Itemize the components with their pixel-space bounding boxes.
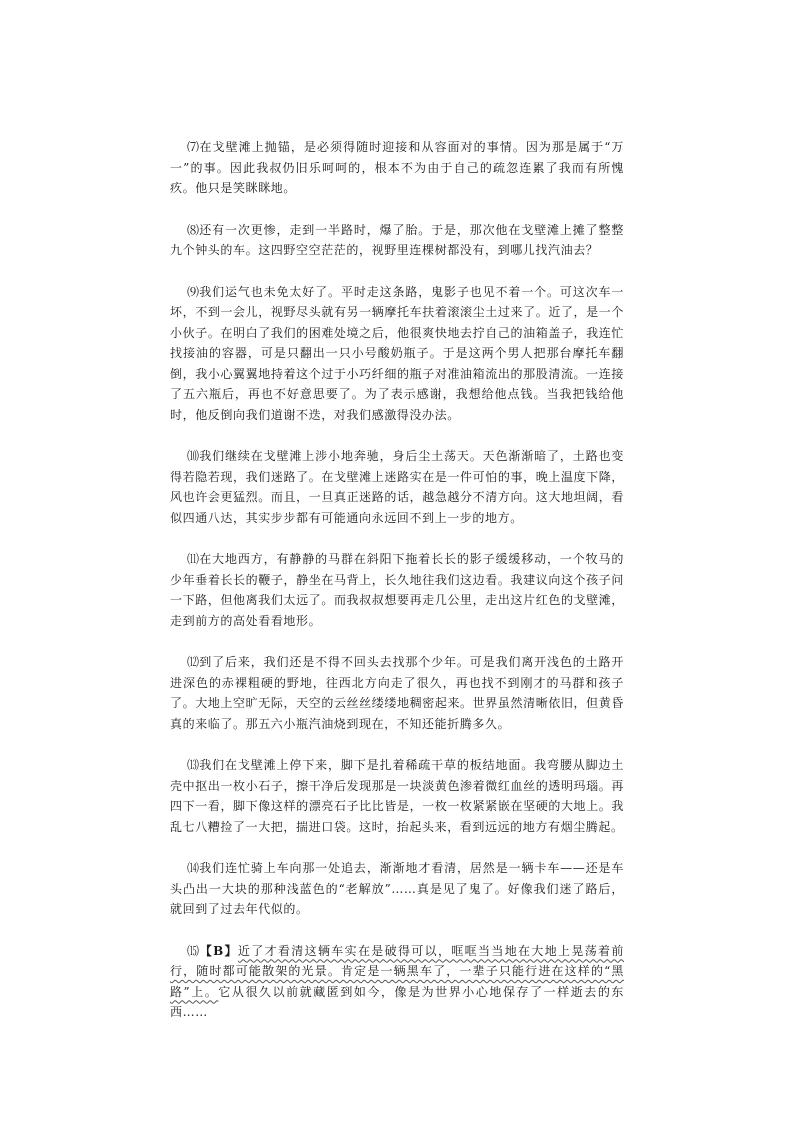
paragraph-text: 它从很久以前就藏匿到如今，像是为世界小心地保存了一样逝去的东西…… xyxy=(170,984,624,1019)
paragraph-text: 我们连忙骑上车向那一处追去，渐渐地才看清，居然是一辆卡车——还是车头凸出一大块的那种浅蓝色的“老解放”……真是见了鬼了。好像我们迷了路后，就回到了过去年代似的。 xyxy=(170,861,624,916)
paragraph-number: ⑾ xyxy=(187,552,200,566)
paragraph-14 xyxy=(170,858,624,920)
paragraph-10 xyxy=(170,446,624,528)
paragraph-number: ⑼ xyxy=(187,284,200,299)
paragraph-text: 在大地西方，有静静的马群在斜阳下拖着长长的影子缓缓移动，一个牧马的少年垂着长长的鞭子，静坐在马背上，长久地往我们这边看。我建议向这个孩子问一下路，但他离我们太远了。而我叔叔想要再走几公里，走出这片红色的戈壁滩，走到前方的高处看看地形。 xyxy=(170,552,624,628)
paragraph-7 xyxy=(170,137,624,199)
paragraph-15 xyxy=(170,941,624,1023)
paragraph-13 xyxy=(170,755,624,837)
paragraph-number: ⑺ xyxy=(187,140,200,154)
paragraph-8 xyxy=(170,220,624,261)
paragraph-11 xyxy=(170,549,624,631)
paragraph-text: 在戈壁滩上抛锚，是必须得随时迎接和从容面对的事情。因为那是属于“万一”的事。因此我叔仍旧乐呵呵的，根本不为由于自己的疏忽连累了我而有所愧疚。他只是笑眯眯地。 xyxy=(170,140,624,195)
paragraph-number: ⑿ xyxy=(187,655,200,669)
paragraph-text: 我们在戈壁滩上停下来，脚下是扎着稀疏干草的板结地面。我弯腰从脚边土壳中抠出一枚小石子，擦干净后发现那是一块淡黄色渗着微红血丝的透明玛瑙。再四下一看，脚下像这样的漂亮石子比比皆是，一枚一枚紧紧嵌在坚硬的大地上。我乱七八糟捡了一大把，揣进口袋。这时，抬起头来，看到远远的地方有烟尘腾起。 xyxy=(170,758,624,834)
paragraph-text: 我们继续在戈壁滩上涉小地奔驰，身后尘土荡天。天色渐渐暗了，土路也变得若隐若现，我们迷路了。在戈壁滩上迷路实在是一件可怕的事，晚上温度下降，风也许会更猛烈。而且，一旦真正迷路的话，越急越分不清方向。这大地坦阔，看似四通八达，其实步步都有可能通向永远回不到上一步的地方。 xyxy=(170,449,624,525)
wavy-underlined-passage: 近了才看清这辆车实在是破得可以，哐哐当当地在大地上晃荡着前行，随时都可能散架的光景。肯定是一辆黑车了，一辈子只能行进在这样的“黑路”上。 xyxy=(170,943,624,999)
paragraph-text: 还有一次更惨，走到一半路时，爆了胎。于是，那次他在戈壁滩上摊了整整九个钟头的车。这四野空空茫茫的，视野里连棵树都没有，到哪儿找汽油去？ xyxy=(170,222,624,257)
paragraph-number: ⑽ xyxy=(187,449,200,463)
paragraph-12 xyxy=(170,652,624,734)
question-tag-b: 【B】 xyxy=(199,943,238,958)
paragraph-number: ⑻ xyxy=(187,222,200,237)
paragraph-text: 我们运气也未免太好了。平时走这条路，鬼影子也见不着一个。可这次车一坏，不到一会儿，视野尽头就有另一辆摩托车扶着滚滚尘土过来了。近了，是一个小伙子。在明白了我们的困难处境之后，他很爽快地去拧自己的油箱盖子，我连忙找接油的容器，可是只翻出一只小号酸奶瓶子。于是这两个男人把那台摩托车翻倒，我小心翼翼地持着这个过于小巧纤细的瓶子对准油箱流出的那股清流。一连接了五六瓶后，再也不好意思要了。为了表示感谢，我想给他点钱。当我把钱给他时，他反倒向我们道谢不迭，对我们感激得没办法。 xyxy=(170,284,624,422)
paragraph-text: 到了后来，我们还是不得不回头去找那个少年。可是我们离开浅色的土路开进深色的赤裸粗硬的野地，往西北方向走了很久，再也找不到刚才的马群和孩子了。大地上空旷无际，天空的云丝丝缕缕地稠密起来。世界虽然清晰依旧，但黄昏真的来临了。那五六小瓶汽油烧到现在，不知还能折腾多久。 xyxy=(170,655,624,731)
paragraph-number: ⒁ xyxy=(187,861,200,875)
paragraph-number: ⒀ xyxy=(187,758,200,772)
paragraph-number: ⒂ xyxy=(187,943,200,958)
paragraph-9 xyxy=(170,282,624,426)
